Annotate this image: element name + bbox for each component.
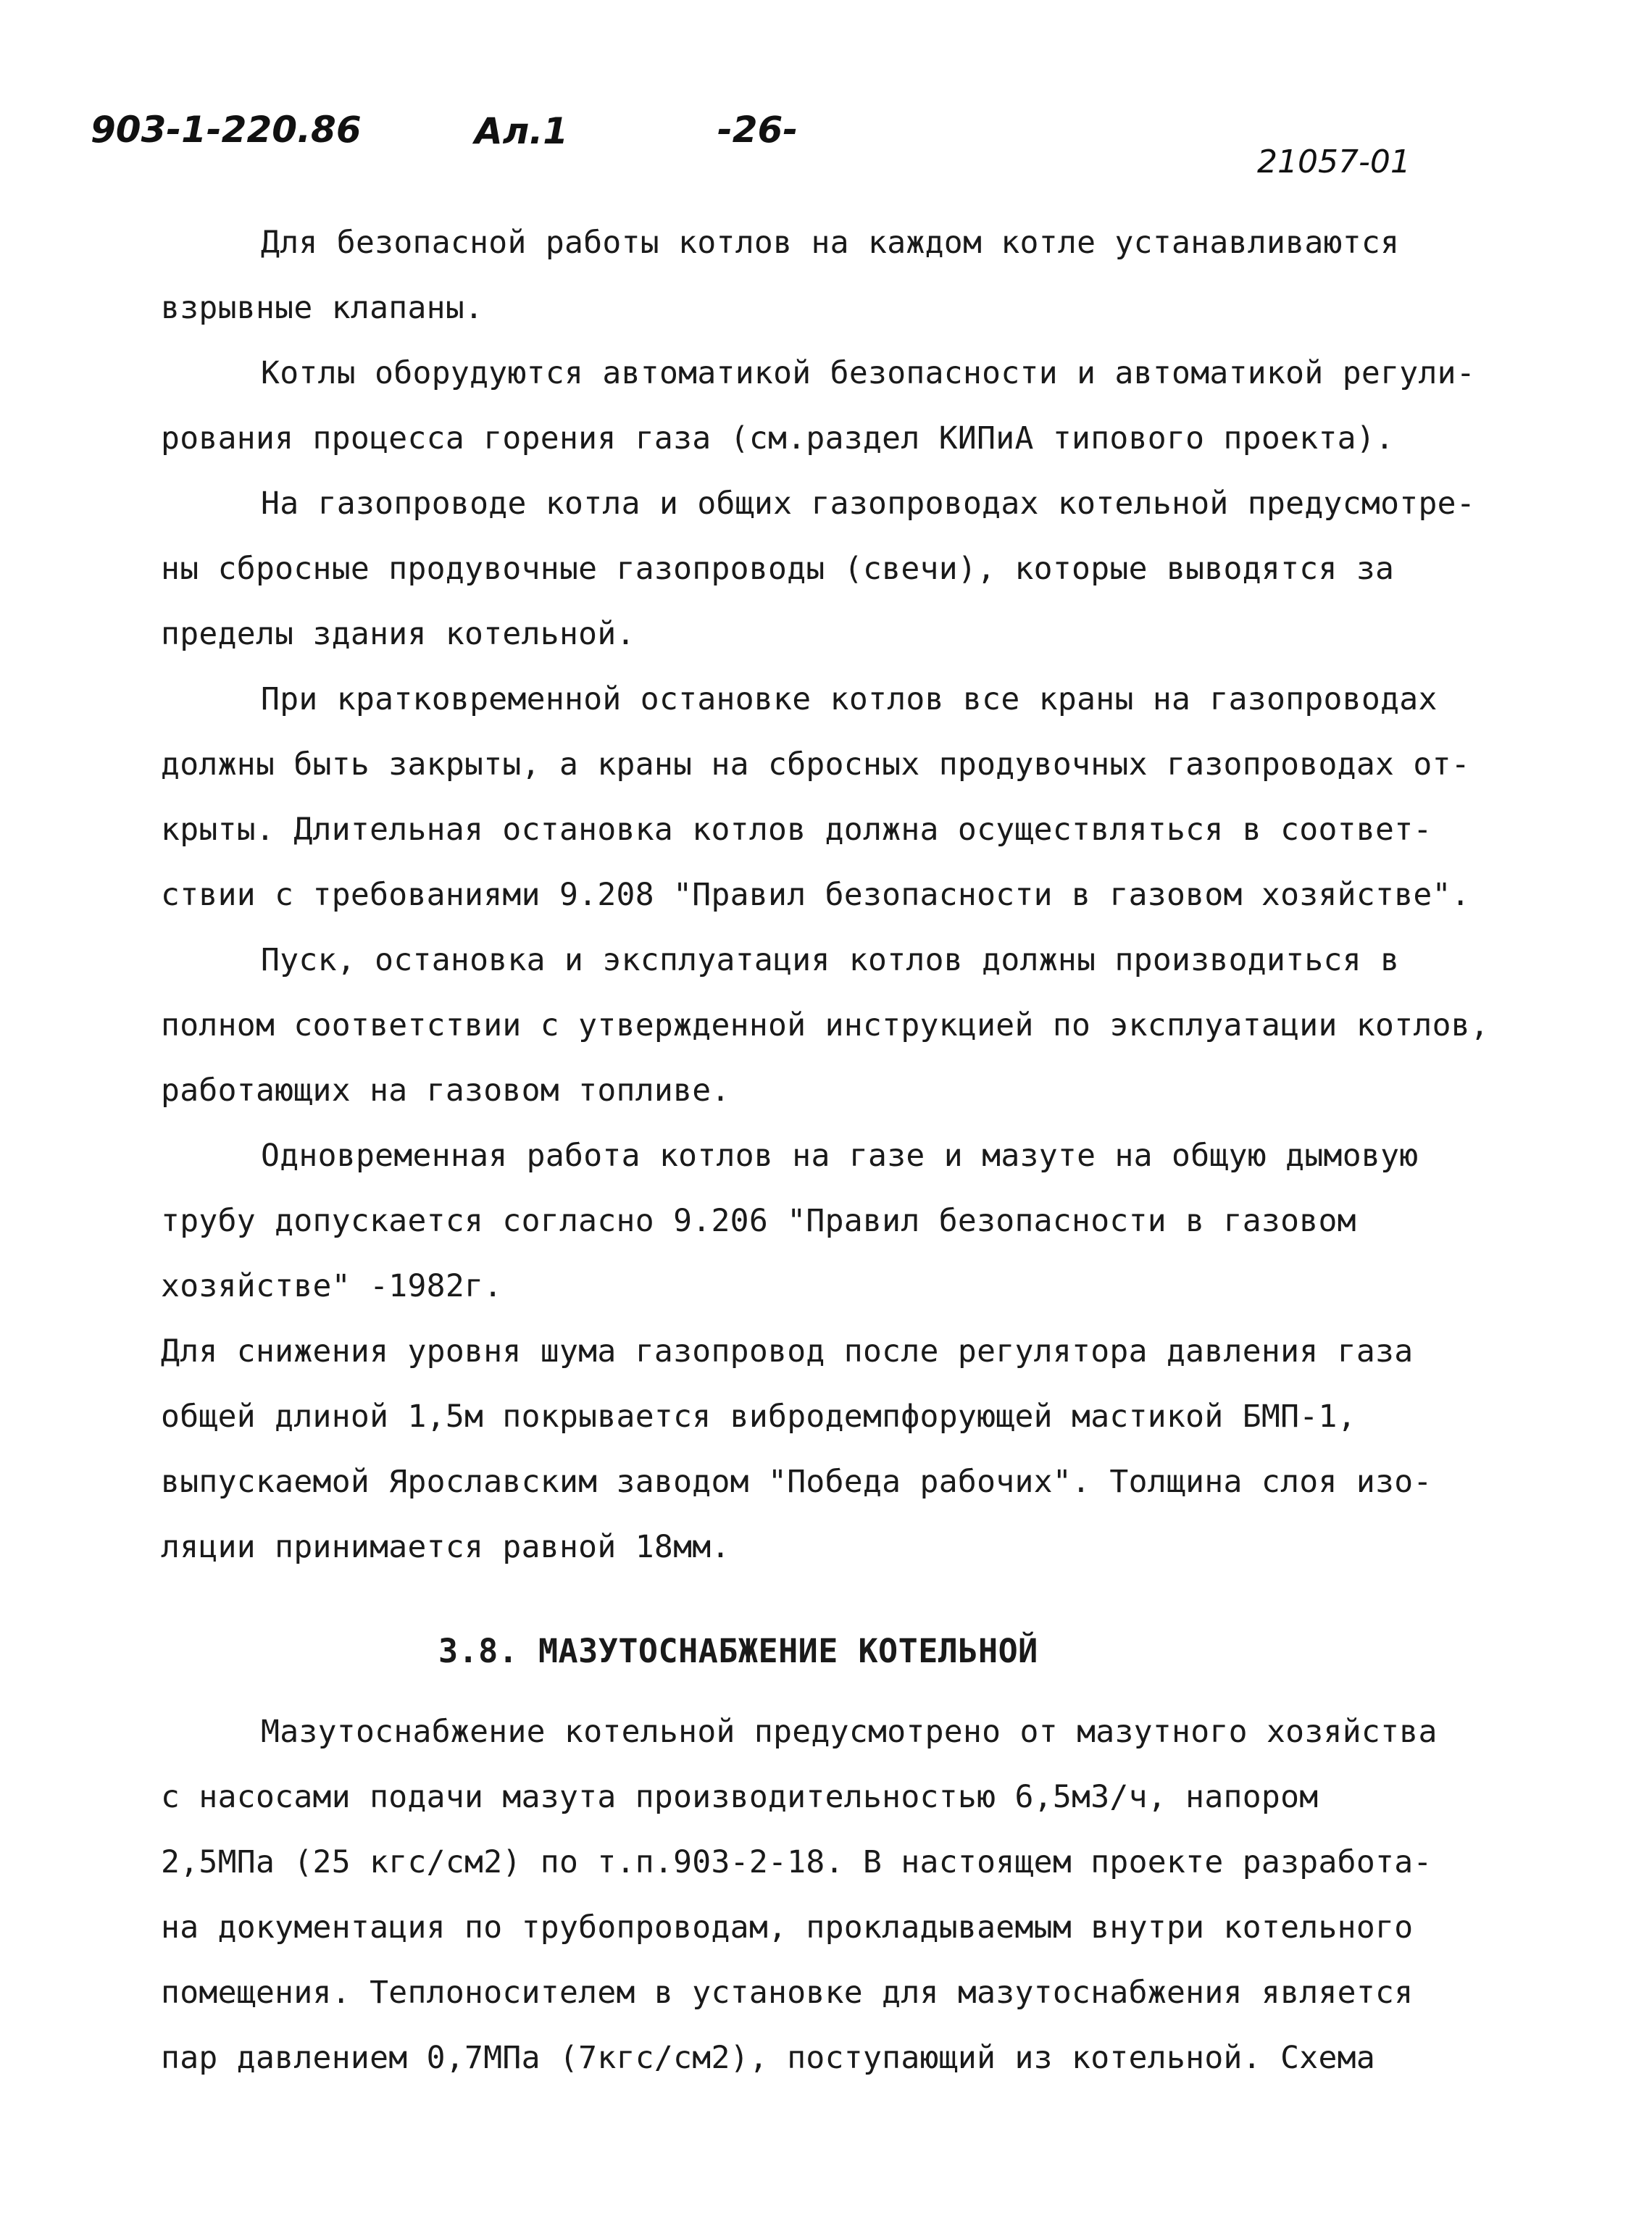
section-heading: 3.8. МАЗУТОСНАБЖЕНИЕ КОТЕЛЬНОЙ [438, 1632, 1038, 1670]
album-label: Ал.1 [475, 110, 569, 152]
body-line: крыты. Длительная остановка котлов должна осуществляться в соответ- [161, 812, 1432, 848]
archive-number: 21057-01 [1257, 143, 1411, 180]
body-line: На газопроводе котла и общих газопроводах котельной предусмотре- [261, 485, 1476, 522]
body-line: выпускаемой Ярославским заводом "Победа рабочих". Толщина слоя изо- [161, 1464, 1432, 1500]
body-line: ляции принимается равной 18мм. [161, 1529, 730, 1565]
body-line: ствии с требованиями 9.208 "Правил безопасности в газовом хозяйстве". [161, 877, 1470, 913]
body-line: взрывные клапаны. [161, 290, 484, 326]
body-line: трубу допускается согласно 9.206 "Правил безопасности в газовом [161, 1203, 1356, 1239]
body-line: хозяйстве" -1982г. [161, 1268, 503, 1304]
body-line: Одновременная работа котлов на газе и мазуте на общую дымовую [261, 1138, 1419, 1174]
section-line: на документация по трубопроводам, прокладываемым внутри котельного [161, 1909, 1414, 1946]
body-line: Котлы оборудуются автоматикой безопасности и автоматикой регули- [261, 355, 1476, 391]
body-line: При кратковременной остановке котлов все краны на газопроводах [261, 681, 1438, 717]
doc-code: 903-1-220.86 [91, 109, 362, 151]
section-line: Мазутоснабжение котельной предусмотрено от мазутного хозяйства [261, 1714, 1438, 1750]
section-line: 2,5МПа (25 кгс/см2) по т.п.903-2-18. В настоящем проекте разработа- [161, 1844, 1432, 1880]
body-line: пределы здания котельной. [161, 616, 635, 652]
body-line: общей длиной 1,5м покрывается вибродемпфорующей мастикой БМП-1, [161, 1399, 1356, 1435]
body-line: Для снижения уровня шума газопровод после регулятора давления газа [161, 1333, 1414, 1370]
body-line: работающих на газовом топливе. [161, 1072, 730, 1109]
body-line: рования процесса горения газа (см.раздел КИПиА типового проекта). [161, 420, 1395, 457]
body-line: должны быть закрыты, а краны на сбросных продувочных газопроводах от- [161, 746, 1470, 783]
body-line: Пуск, остановка и эксплуатация котлов должны производиться в [261, 942, 1400, 978]
body-line: полном соответствии с утвержденной инструкцией по эксплуатации котлов, [161, 1007, 1490, 1043]
page-number: -26- [717, 109, 798, 151]
section-line: помещения. Теплоносителем в установке для мазутоснабжения является [161, 1975, 1414, 2011]
body-line: Для безопасной работы котлов на каждом котле устанавливаются [261, 225, 1400, 261]
body-line: ны сбросные продувочные газопроводы (свечи), которые выводятся за [161, 551, 1395, 587]
section-line: с насосами подачи мазута производительностью 6,5м3/ч, напором [161, 1779, 1319, 1815]
section-line: пар давлением 0,7МПа (7кгс/см2), поступающий из котельной. Схема [161, 2040, 1376, 2076]
